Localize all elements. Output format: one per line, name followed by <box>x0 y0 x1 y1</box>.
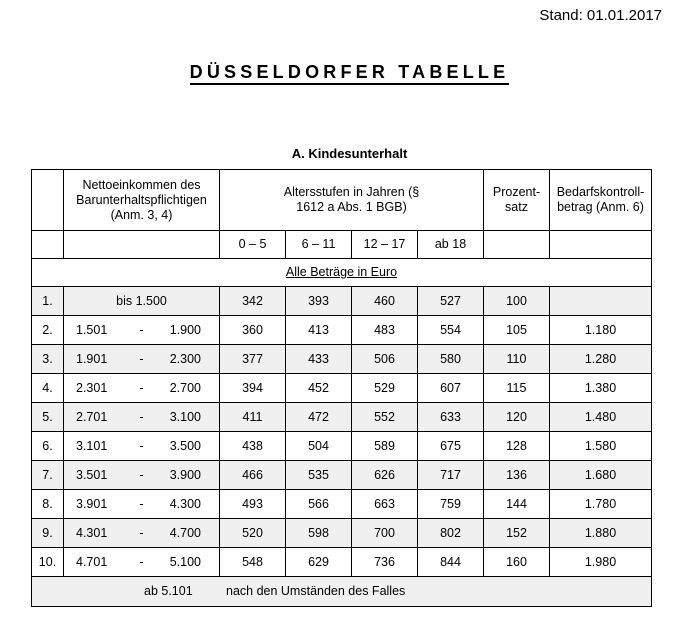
income-to: 2.700 <box>169 380 201 395</box>
row-amount-age-3: 527 <box>418 287 484 316</box>
income-dash: - <box>139 438 144 453</box>
table-row <box>32 345 652 374</box>
age-range-3: ab 18 <box>418 231 484 259</box>
row-number: 2. <box>32 316 64 345</box>
age-range-1: 6 – 11 <box>286 231 352 259</box>
header-percent-text: Prozent-satz <box>492 185 541 214</box>
row-amount-age-1: 452 <box>286 374 352 403</box>
row-bedarf: 1.480 <box>550 403 652 432</box>
row-amount-age-1: 472 <box>286 403 352 432</box>
row-amount-age-3: 633 <box>418 403 484 432</box>
row-amount-age-2: 529 <box>352 374 418 403</box>
row-amount-age-0: 411 <box>220 403 286 432</box>
age-range-2: 12 – 17 <box>352 231 418 259</box>
row-bedarf: 1.880 <box>550 519 652 548</box>
income-from: 1.501 <box>76 322 108 337</box>
age-range-0: 0 – 5 <box>220 231 286 259</box>
row-amount-age-1: 566 <box>286 490 352 519</box>
row-number: 1. <box>32 287 64 316</box>
row-amount-age-0: 520 <box>220 519 286 548</box>
row-number: 7. <box>32 461 64 490</box>
row-percent: 152 <box>484 519 550 548</box>
row-bedarf: 1.180 <box>550 316 652 345</box>
row-bedarf: 1.980 <box>550 548 652 577</box>
row-amount-age-1: 393 <box>286 287 352 316</box>
header-nr <box>32 170 64 231</box>
row-income <box>64 548 220 577</box>
row-percent: 128 <box>484 432 550 461</box>
income-range <box>64 468 219 483</box>
income-dash: - <box>139 409 144 424</box>
row-bedarf <box>550 287 652 316</box>
income-to: 4.700 <box>169 525 201 540</box>
row-percent: 110 <box>484 345 550 374</box>
row-amount-age-3: 607 <box>418 374 484 403</box>
row-amount-age-1: 413 <box>286 316 352 345</box>
row-bedarf: 1.680 <box>550 461 652 490</box>
row-amount-age-3: 554 <box>418 316 484 345</box>
income-to: 2.300 <box>169 351 201 366</box>
row-income <box>64 519 220 548</box>
row-number: 9. <box>32 519 64 548</box>
header-age-groups <box>220 170 484 231</box>
row-amount-age-1: 433 <box>286 345 352 374</box>
row-income <box>64 490 220 519</box>
row-percent: 100 <box>484 287 550 316</box>
row-bedarf: 1.380 <box>550 374 652 403</box>
table-row <box>32 490 652 519</box>
income-from: 1.901 <box>76 351 108 366</box>
row-amount-age-2: 626 <box>352 461 418 490</box>
income-from: 3.101 <box>76 438 108 453</box>
footer-content <box>32 584 651 599</box>
income-range <box>64 439 219 454</box>
row-income <box>64 374 220 403</box>
age-range-row <box>32 231 652 259</box>
row-amount-age-0: 377 <box>220 345 286 374</box>
table-row <box>32 432 652 461</box>
row-number: 4. <box>32 374 64 403</box>
row-bedarf: 1.580 <box>550 432 652 461</box>
row-percent: 120 <box>484 403 550 432</box>
row-amount-age-0: 394 <box>220 374 286 403</box>
row-percent: 115 <box>484 374 550 403</box>
row-number: 5. <box>32 403 64 432</box>
row-number: 3. <box>32 345 64 374</box>
income-from: 3.901 <box>76 496 108 511</box>
row-amount-age-2: 589 <box>352 432 418 461</box>
row-amount-age-0: 438 <box>220 432 286 461</box>
row-amount-age-1: 629 <box>286 548 352 577</box>
table-row <box>32 461 652 490</box>
row-amount-age-2: 552 <box>352 403 418 432</box>
header-income: Nettoeinkommen des Barunterhaltspflichtigen (Anm. 3, 4) <box>64 170 220 231</box>
income-to: 5.100 <box>169 554 201 569</box>
row-income <box>64 461 220 490</box>
header-percent <box>484 170 550 231</box>
income-range <box>64 526 219 541</box>
row-bedarf: 1.780 <box>550 490 652 519</box>
header-row <box>32 170 652 231</box>
table-row <box>32 403 652 432</box>
row-amount-age-0: 466 <box>220 461 286 490</box>
income-from: 4.301 <box>76 525 108 540</box>
age-empty-nr <box>32 231 64 259</box>
row-percent: 160 <box>484 548 550 577</box>
income-from: 4.701 <box>76 554 108 569</box>
age-empty-percent <box>484 231 550 259</box>
row-amount-age-2: 460 <box>352 287 418 316</box>
row-income <box>64 432 220 461</box>
row-income <box>64 403 220 432</box>
footer-cell <box>32 577 652 607</box>
row-percent: 105 <box>484 316 550 345</box>
income-from: 2.301 <box>76 380 108 395</box>
income-from: 2.701 <box>76 409 108 424</box>
row-amount-age-2: 663 <box>352 490 418 519</box>
income-range <box>64 381 219 396</box>
age-empty-bedarf <box>550 231 652 259</box>
table-row <box>32 548 652 577</box>
income-dash: - <box>139 496 144 511</box>
row-amount-age-0: 360 <box>220 316 286 345</box>
table-row <box>32 374 652 403</box>
footer-row <box>32 577 652 607</box>
section-title: A. Kindesunterhalt <box>291 146 408 161</box>
row-number: 6. <box>32 432 64 461</box>
row-amount-age-3: 759 <box>418 490 484 519</box>
row-percent: 136 <box>484 461 550 490</box>
income-to: 1.900 <box>169 322 201 337</box>
row-amount-age-2: 700 <box>352 519 418 548</box>
row-bedarf: 1.280 <box>550 345 652 374</box>
footer-text: nach den Umständen des Falles <box>226 584 406 598</box>
row-amount-age-2: 483 <box>352 316 418 345</box>
income-range <box>64 555 219 570</box>
income-range <box>64 352 219 367</box>
currency-note: Alle Beträge in Euro <box>285 265 398 279</box>
row-number: 8. <box>32 490 64 519</box>
page-title <box>0 62 687 83</box>
income-range <box>64 323 219 338</box>
income-to: 4.300 <box>169 496 201 511</box>
row-amount-age-0: 548 <box>220 548 286 577</box>
currency-row <box>32 259 652 287</box>
income-range <box>64 497 219 512</box>
table-row <box>32 316 652 345</box>
row-amount-age-3: 675 <box>418 432 484 461</box>
age-empty-income <box>64 231 220 259</box>
row-income: bis 1.500 <box>64 287 220 316</box>
row-percent: 144 <box>484 490 550 519</box>
row-amount-age-2: 506 <box>352 345 418 374</box>
footer-income: ab 5.101 <box>144 584 193 598</box>
row-amount-age-0: 342 <box>220 287 286 316</box>
row-number: 10. <box>32 548 64 577</box>
currency-note-cell <box>32 259 652 287</box>
row-amount-age-3: 580 <box>418 345 484 374</box>
income-dash: - <box>139 351 144 366</box>
table-row <box>32 287 652 316</box>
row-amount-age-1: 535 <box>286 461 352 490</box>
table-row <box>32 519 652 548</box>
income-to: 3.500 <box>169 438 201 453</box>
income-dash: - <box>139 554 144 569</box>
income-dash: - <box>139 380 144 395</box>
income-dash: - <box>139 525 144 540</box>
row-amount-age-0: 493 <box>220 490 286 519</box>
unterhalt-table <box>31 169 652 607</box>
income-to: 3.100 <box>169 409 201 424</box>
row-income <box>64 345 220 374</box>
row-amount-age-1: 598 <box>286 519 352 548</box>
row-amount-age-3: 802 <box>418 519 484 548</box>
header-age-groups-text: Altersstufen in Jahren (§ 1612 a Abs. 1 BGB) <box>283 185 420 214</box>
income-dash: - <box>139 322 144 337</box>
row-income <box>64 316 220 345</box>
row-amount-age-2: 736 <box>352 548 418 577</box>
header-bedarf <box>550 170 652 231</box>
page-title-text: DÜSSELDORFER TABELLE <box>190 62 510 85</box>
income-range <box>64 410 219 425</box>
stand-date: Stand: 01.01.2017 <box>539 7 662 24</box>
income-from: 3.501 <box>76 467 108 482</box>
income-to: 3.900 <box>169 467 201 482</box>
income-dash: - <box>139 467 144 482</box>
row-amount-age-3: 717 <box>418 461 484 490</box>
header-bedarf-text: Bedarfskontroll-betrag (Anm. 6) <box>556 185 645 214</box>
row-amount-age-3: 844 <box>418 548 484 577</box>
row-amount-age-1: 504 <box>286 432 352 461</box>
